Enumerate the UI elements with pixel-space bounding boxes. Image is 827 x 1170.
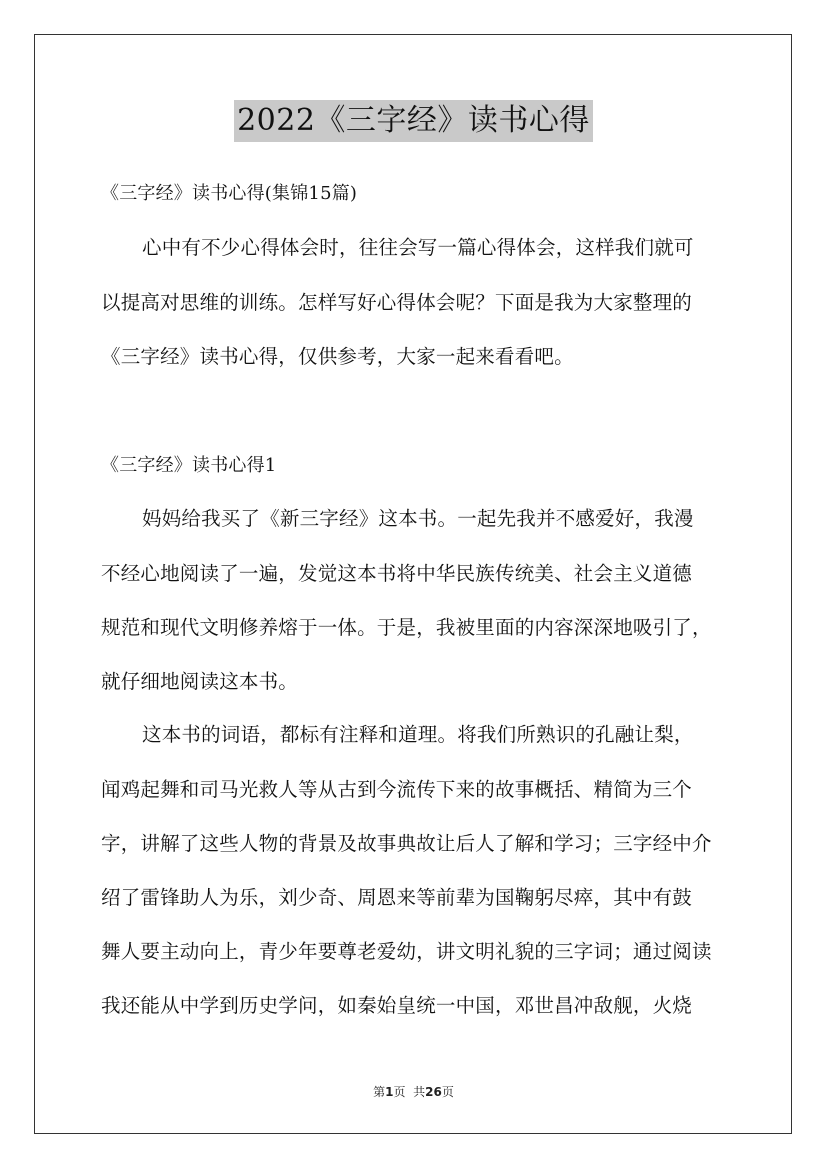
para2-line-3: 字，讲解了这些人物的背景及故事典故让后人了解和学习；三字经中介 <box>101 832 712 855</box>
footer-mid: 页 共 <box>393 1085 426 1099</box>
footer-suffix: 页 <box>441 1085 454 1099</box>
intro-line-3: 《三字经》读书心得，仅供参考，大家一起来看看吧。 <box>101 345 574 368</box>
para2-line-1: 这本书的词语，都标有注释和道理。将我们所熟识的孔融让梨， <box>142 723 694 746</box>
page-footer <box>0 1084 827 1100</box>
document-subtitle: 《三字经》读书心得(集锦15篇) <box>101 183 358 204</box>
para1-line-1: 妈妈给我买了《新三字经》这本书。一起先我并不感爱好，我漫 <box>142 507 694 530</box>
para2-line-6: 我还能从中学到历史学问，如秦始皇统一中国，邓世昌冲敌舰，火烧 <box>101 994 693 1017</box>
para1-line-3: 规范和现代文明修养熔于一体。于是，我被里面的内容深深地吸引了， <box>101 616 712 639</box>
intro-line-2: 以提高对思维的训练。怎样写好心得体会呢？下面是我为大家整理的 <box>101 291 693 314</box>
para1-line-2: 不经心地阅读了一遍，发觉这本书将中华民族传统美、社会主义道德 <box>101 562 693 585</box>
para2-line-4: 绍了雷锋助人为乐，刘少奇、周恩来等前辈为国鞠躬尽瘁，其中有鼓 <box>101 886 693 909</box>
para2-line-2: 闻鸡起舞和司马光救人等从古到今流传下来的故事概括、精简为三个 <box>101 778 693 801</box>
footer-current-page: 1 <box>385 1085 394 1099</box>
section1-heading: 《三字经》读书心得1 <box>101 455 277 476</box>
para2-line-5: 舞人要主动向上，青少年要尊老爱幼，讲文明礼貌的三字词；通过阅读 <box>101 940 712 963</box>
title-container <box>0 100 827 142</box>
footer-total-pages: 26 <box>425 1085 442 1099</box>
footer-prefix: 第 <box>373 1085 386 1099</box>
intro-line-1: 心中有不少心得体会时，往往会写一篇心得体会，这样我们就可 <box>142 236 694 259</box>
document-title: 2022《三字经》读书心得 <box>234 100 593 142</box>
para1-line-4: 就仔细地阅读这本书。 <box>101 670 299 693</box>
